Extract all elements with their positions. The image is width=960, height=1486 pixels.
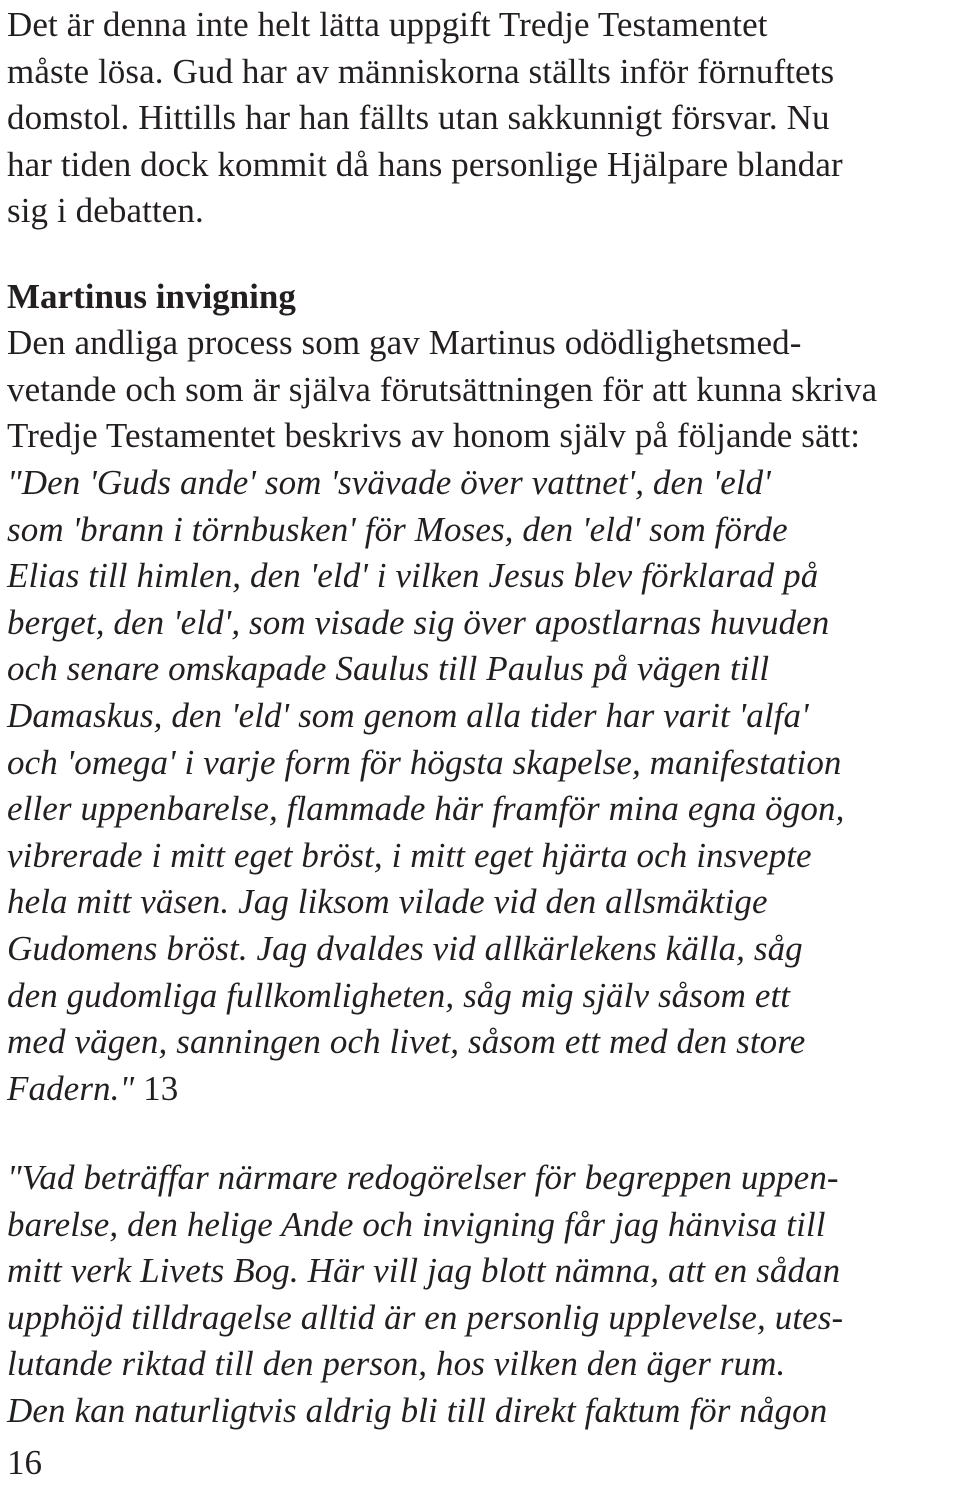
quote-line: lutande riktad till den person, hos vilken den äger rum. — [7, 1344, 786, 1384]
quote-line: upphöjd tilldragelse alltid är en personlig upplevelse, utes- — [7, 1297, 844, 1337]
text-line: har tiden dock kommit då hans personlige Hjälpare blandar — [7, 144, 843, 184]
text-line: Tredje Testamentet beskrivs av honom själv på följande sätt: — [7, 416, 861, 456]
quote-line: och 'omega' i varje form för högsta skapelse, manifestation — [7, 742, 842, 782]
page-number: 16 — [7, 1443, 42, 1482]
quote-line: den gudomliga fullkomligheten, såg mig själv såsom ett — [7, 975, 791, 1015]
quote-line: med vägen, sanningen och livet, såsom ett med den store — [7, 1022, 806, 1062]
quote-line: Damaskus, den 'eld' som genom alla tider har varit 'alfa' — [7, 695, 809, 735]
quote-line: eller uppenbarelse, flammade här framför mina egna ögon, — [7, 789, 845, 829]
quote-line: barelse, den helige Ande och invigning får jag hänvisa till — [7, 1204, 826, 1244]
text-line: sig i debatten. — [7, 191, 204, 231]
quote-line: "Den 'Guds ande' som 'svävade över vattnet', den 'eld' — [7, 463, 771, 502]
reference-number: 13 — [134, 1068, 179, 1108]
quote-block-2 — [7, 1155, 843, 1435]
quote-block-1 — [7, 460, 844, 1112]
intro-paragraph — [7, 2, 843, 235]
quote-line: "Vad beträffar närmare redogörelser för begreppen uppen- — [7, 1158, 839, 1197]
quote-line: vibrerade i mitt eget bröst, i mitt eget hjärta och insvepte — [7, 835, 812, 875]
text-line: vetande och som är själva förutsättningen för att kunna skriva — [7, 369, 878, 409]
quote-line: Elias till himlen, den 'eld' i vilken Jesus blev förklarad på — [7, 556, 819, 596]
quote-line: mitt verk Livets Bog. Här vill jag blott nämna, att en sådan — [7, 1251, 841, 1291]
quote-line: berget, den 'eld', som visade sig över apostlarnas huvuden — [7, 602, 830, 642]
body-paragraph — [7, 320, 877, 460]
text-line: domstol. Hittills har han fällts utan sakkunnigt försvar. Nu — [7, 98, 830, 138]
quote-line: Den kan naturligtvis aldrig bli till direkt faktum för någon — [7, 1390, 828, 1430]
text-line: Det är denna inte helt lätta uppgift Tredje Testamentet — [7, 5, 768, 44]
quote-line: Gudomens bröst. Jag dvaldes vid allkärlekens källa, såg — [7, 928, 803, 968]
section-heading: Martinus invigning — [7, 277, 296, 316]
quote-line: hela mitt väsen. Jag liksom vilade vid den allsmäktige — [7, 882, 768, 922]
quote-line: och senare omskapade Saulus till Paulus på vägen till — [7, 649, 770, 689]
quote-line: som 'brann i törnbusken' för Moses, den 'eld' som förde — [7, 509, 788, 549]
text-line: Den andliga process som gav Martinus odödlighetsmed- — [7, 323, 802, 362]
quote-last-line — [7, 1066, 844, 1113]
quote-end-text: Fadern." — [7, 1068, 135, 1108]
text-line: måste lösa. Gud har av människorna ställts inför förnuftets — [7, 51, 835, 91]
